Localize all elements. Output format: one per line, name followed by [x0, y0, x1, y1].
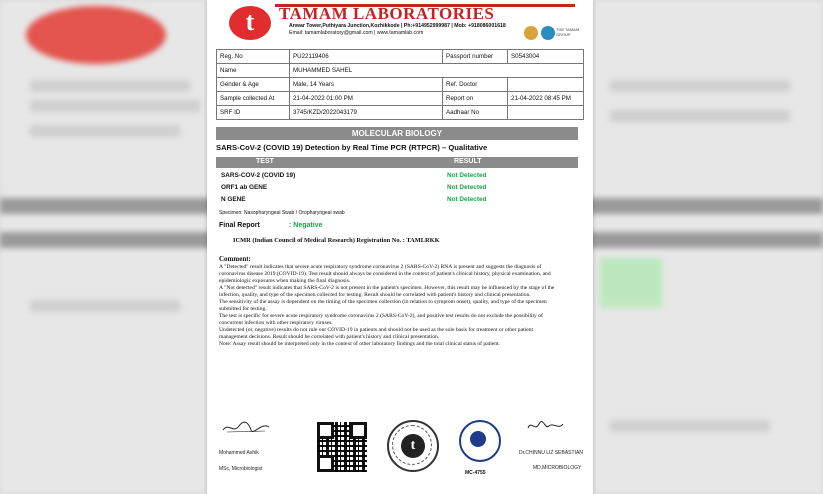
- result-row-test: SARS-COV-2 (COVID 19): [221, 172, 296, 179]
- comment-paragraph: A "Detected" result indicates that severe acute respiratory syndrome coronavirus 2 (SARS-CoV-2) RNA is present and suggests the diagnosis of coronavirus disease 2019 (COVID-19). Test result should always be considered in the context of patient's clinical history, physical examination, and epidemiologic exposures when making the final diagnosis.: [219, 264, 551, 284]
- qr-finder: [350, 422, 367, 439]
- lab-report-page: [207, 0, 593, 494]
- background-bar: [610, 420, 770, 432]
- comment-paragraph: The sensitivity of the assay is dependent on the timing of the specimen collection (in relation to symptom onset), quality, and type of the specimen submitted for testing.: [219, 299, 547, 312]
- reg-no-value: PU22119406: [290, 50, 443, 64]
- test-title: SARS-CoV-2 (COVID 19) Detection by Real Time PCR (RTPCR) – Qualitative: [216, 143, 488, 152]
- srf-label: SRF ID: [217, 106, 290, 120]
- lab-email: Email: tamamlaboratory@gmail.com | www.tamamlab.com: [289, 30, 424, 36]
- result-row-result: Not Detected: [447, 196, 487, 203]
- nabl-seal: [459, 420, 501, 462]
- group-logo-icon: [541, 26, 555, 40]
- comment-paragraph: Undetected (or, negative) results do not rule out COVID-19 in patients and should not be used as the sole basis for treatment or other patient management decisions. Result should be correlated with patient's history and clinical presentation.: [219, 327, 534, 340]
- ref-doctor-label: Ref. Doctor: [443, 78, 508, 92]
- result-row-test: ORF1 ab GENE: [221, 184, 268, 191]
- col-test-header: TEST: [256, 158, 274, 165]
- stamp-logo-icon: t: [401, 434, 425, 458]
- gender-age-label: Gender & Age: [217, 78, 290, 92]
- background-logo: [26, 6, 166, 64]
- comment-paragraph: The test is specific for severe acute respiratory syndrome coronavirus 2 (SARS-CoV-2), and positive test results do not exclude the possibility of concurrent infection with other respiratory viruses.: [219, 313, 543, 326]
- background-bar: [30, 80, 190, 92]
- result-row-result: Not Detected: [447, 172, 487, 179]
- collected-label: Sample collected At: [217, 92, 290, 106]
- specimen-note: Specimen: Nasopharyngeal Swab / Oropharyngeal swab: [219, 210, 345, 216]
- accreditation-badge-icon: [524, 26, 538, 40]
- pathologist-signature: [525, 418, 565, 436]
- aadhaar-label: Aadhaar No: [443, 106, 508, 120]
- qr-code: [317, 422, 367, 472]
- lab-address: Anwar Tower,Puthiyara Junction,Kozhikkode | Ph:+914952999987 | Mob: +918086001618: [289, 23, 506, 29]
- comment-paragraph: A "Not detected" result indicates that SARS-CoV-2 is not present in the patient's specimen. However, this result may be influenced by the stage of the infection, quality, and type of the specimen collected for testing. Result should be correlated with patient's history and clinical presentation.: [219, 285, 555, 298]
- left-signatory-title: MSc, Microbiologist: [219, 466, 263, 472]
- background-bar: [30, 300, 180, 312]
- qr-finder: [317, 455, 334, 472]
- lab-name: TAMAM LABORATORIES: [279, 4, 495, 23]
- comment-body: [219, 264, 555, 348]
- background-bar: [610, 110, 790, 122]
- name-label: Name: [217, 64, 290, 78]
- report-on-value: 21-04-2022 08:45 PM: [508, 92, 584, 106]
- reg-no-label: Reg. No: [217, 50, 290, 64]
- microbiologist-signature: [221, 418, 271, 436]
- background-green-block: [600, 258, 662, 308]
- lab-seal-stamp: [387, 420, 439, 472]
- results-table-header: [216, 157, 578, 168]
- section-title: MOLECULAR BIOLOGY: [216, 127, 578, 140]
- report-on-label: Report on: [443, 92, 508, 106]
- report-header: [219, 4, 585, 42]
- gender-age-value: Male, 14 Years: [290, 78, 443, 92]
- result-row-test: N GENE: [221, 196, 246, 203]
- comment-title: Comment:: [219, 255, 251, 263]
- srf-value: 3745/KZD/2022043179: [290, 106, 443, 120]
- name-value: MUHAMMED SAHEL: [290, 64, 584, 78]
- col-result-header: RESULT: [454, 158, 482, 165]
- background-bar: [30, 125, 180, 137]
- nabl-emblem-icon: [470, 431, 486, 447]
- patient-info-table: [216, 49, 584, 120]
- passport-label: Passport number: [443, 50, 508, 64]
- passport-value: S0543004: [508, 50, 584, 64]
- final-report-value: : Negative: [289, 222, 323, 229]
- left-signatory-name: Mohammed Ashik: [219, 450, 259, 456]
- right-signatory-title: MD,MICROBIOLOGY: [533, 465, 582, 471]
- collected-value: 21-04-2022 01:00 PM: [290, 92, 443, 106]
- nabl-code: MC-4755: [465, 470, 486, 476]
- comment-paragraph: Note: Assay result should be interpreted only in the context of other laboratory findings and the total clinical status of patient.: [219, 341, 501, 347]
- background-bar: [610, 80, 790, 92]
- ref-doctor-value: [508, 78, 584, 92]
- qr-finder: [317, 422, 334, 439]
- right-signatory-name: Dr.CHINNU LIZ SEBASTIAN: [519, 450, 583, 456]
- aadhaar-value: [508, 106, 584, 120]
- group-label: THE TAMAM GROUP: [556, 27, 580, 37]
- result-row-result: Not Detected: [447, 184, 487, 191]
- background-bar: [30, 100, 200, 112]
- lab-logo: t: [229, 6, 271, 40]
- final-report-label: Final Report: [219, 222, 260, 229]
- icmr-registration: ICMR (Indian Council of Medical Research) Registration No. : TAMLRKK: [233, 237, 440, 244]
